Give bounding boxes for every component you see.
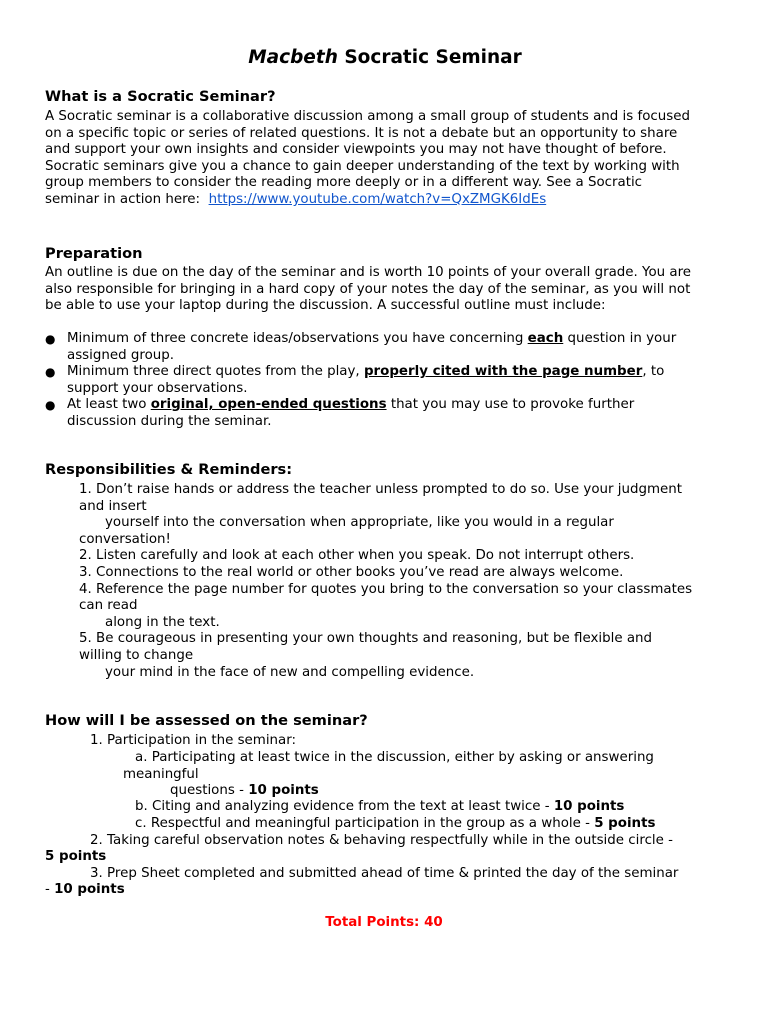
assess-item-1a: [123, 750, 735, 800]
what-line-2: on a specific topic or series of related questions. It is not a debate but an opportunity to share: [45, 125, 678, 141]
bullet-2-text: Minimum three direct quotes from the play,: [67, 364, 364, 379]
prep-paragraph: [45, 265, 725, 315]
assess-item-3-points: [45, 882, 735, 899]
assess-item-2-points: [45, 849, 735, 866]
list-item: [45, 364, 727, 397]
bullet-2-emphasis: properly cited with the page number: [363, 364, 643, 379]
what-line-1: A Socratic seminar is a collaborative discussion among a small group of students and is focused: [45, 109, 690, 124]
heading-responsibilities: Responsibilities & Reminders:: [45, 461, 293, 478]
assess-item-3: 3. Prep Sheet completed and submitted ahead of time & printed the day of the seminar: [90, 866, 679, 881]
what-line-4: Socratic seminars give you a chance to gain deeper understanding of the text by working with: [45, 158, 680, 174]
heading-assessment: How will I be assessed on the seminar?: [45, 712, 368, 729]
resp-line-1: 1. Don’t raise hands or address the teacher unless prompted to do so. Use your judgment: [79, 482, 682, 497]
resp-line-8: can read: [79, 598, 138, 614]
title-rest: Socratic Seminar: [337, 47, 522, 68]
bullet-1-text: Minimum of three concrete ideas/observations you have concerning: [67, 331, 528, 346]
heading-what-is: What is a Socratic Seminar?: [45, 88, 276, 105]
resp-line-11: willing to change: [79, 647, 194, 663]
prep-line-3: be able to use your laptop during the discussion. A successful outline must include:: [45, 298, 606, 314]
total-points: Total Points: 40: [325, 915, 443, 930]
resp-line-7: 4. Reference the page number for quotes you bring to the conversation so your classmates: [79, 581, 693, 597]
prep-line-2: also responsible for bringing in a hard copy of your notes the day of the seminar, as you will not: [45, 281, 691, 297]
list-item: [45, 397, 727, 430]
assess-a-line-2: meaningful: [123, 766, 199, 782]
assess-item-2-points-text: 5 points: [45, 849, 107, 864]
assess-b-points: 10 points: [553, 799, 625, 814]
what-line-5: group members to consider the reading more deeply or in a different way. See a Socratic: [45, 175, 643, 191]
bullet-icon: ●: [45, 365, 56, 379]
resp-line-6: 3. Connections to the real world or other books you’ve read are always welcome.: [79, 564, 624, 580]
resp-line-5: 2. Listen carefully and look at each other when you speak. Do not interrupt others.: [79, 548, 635, 564]
resp-line-3: yourself into the conversation when appropriate, like you would in a regular: [105, 515, 614, 531]
assess-a-line-3: questions -: [170, 783, 249, 799]
heading-preparation: Preparation: [45, 245, 143, 262]
title-play-name: Macbeth: [248, 47, 338, 68]
assess-item-2: 2. Taking careful observation notes & behaving respectfully while in the outside circle -: [90, 833, 673, 848]
prep-line-1: An outline is due on the day of the seminar and is worth 10 points of your overall grade. You are: [45, 265, 692, 280]
what-paragraph: [45, 109, 725, 209]
assess-item-1: 1. Participation in the seminar:: [90, 733, 297, 748]
what-line-6: [45, 192, 725, 209]
assess-item-3-points-text: 10 points: [54, 882, 125, 897]
resp-line-10: 5. Be courageous in presenting your own thoughts and reasoning, but be flexible and: [79, 631, 653, 647]
assess-item-1c: [135, 816, 735, 833]
bullet-3-text: At least two: [67, 397, 151, 412]
resp-line-2: and insert: [79, 498, 147, 514]
bullet-1-continuation: assigned group.: [67, 347, 175, 363]
resp-line-4: conversation!: [79, 531, 171, 547]
youtube-link[interactable]: https://www.youtube.com/watch?v=QxZMGK6IdEs: [208, 191, 547, 207]
assess-item-3-dash: -: [45, 882, 55, 897]
bullet-icon: ●: [45, 332, 56, 346]
assess-a-points: 10 points: [248, 783, 319, 799]
what-line-6-text: seminar in action here:: [45, 191, 201, 207]
page-title: [45, 46, 725, 70]
resp-line-12: your mind in the face of new and compelling evidence.: [105, 664, 475, 680]
assess-c-text: c. Respectful and meaningful participation in the group as a whole -: [135, 816, 595, 831]
what-line-3: and support your own insights and consider viewpoints you may not have thought of before.: [45, 142, 667, 158]
bullet-2-continuation: support your observations.: [67, 380, 248, 396]
assess-a-line-1: a. Participating at least twice in the discussion, either by asking or answering: [135, 750, 654, 765]
bullet-1-emphasis: each: [527, 331, 564, 346]
bullet-icon: ●: [45, 398, 56, 412]
bullet-3-tail: that you may use to provoke further: [386, 397, 635, 412]
assess-item-1b: [135, 799, 735, 816]
assess-c-points: 5 points: [594, 816, 656, 831]
resp-line-9: along in the text.: [105, 614, 220, 630]
responsibilities-list: [79, 482, 768, 681]
bullet-1-tail: question in your: [563, 331, 677, 346]
assess-b-text: b. Citing and analyzing evidence from the text at least twice -: [135, 799, 554, 814]
list-item: [45, 331, 727, 364]
bullet-3-emphasis: original, open-ended questions: [150, 397, 387, 412]
bullet-2-tail: , to: [642, 364, 665, 379]
bullet-3-continuation: discussion during the seminar.: [67, 413, 272, 429]
